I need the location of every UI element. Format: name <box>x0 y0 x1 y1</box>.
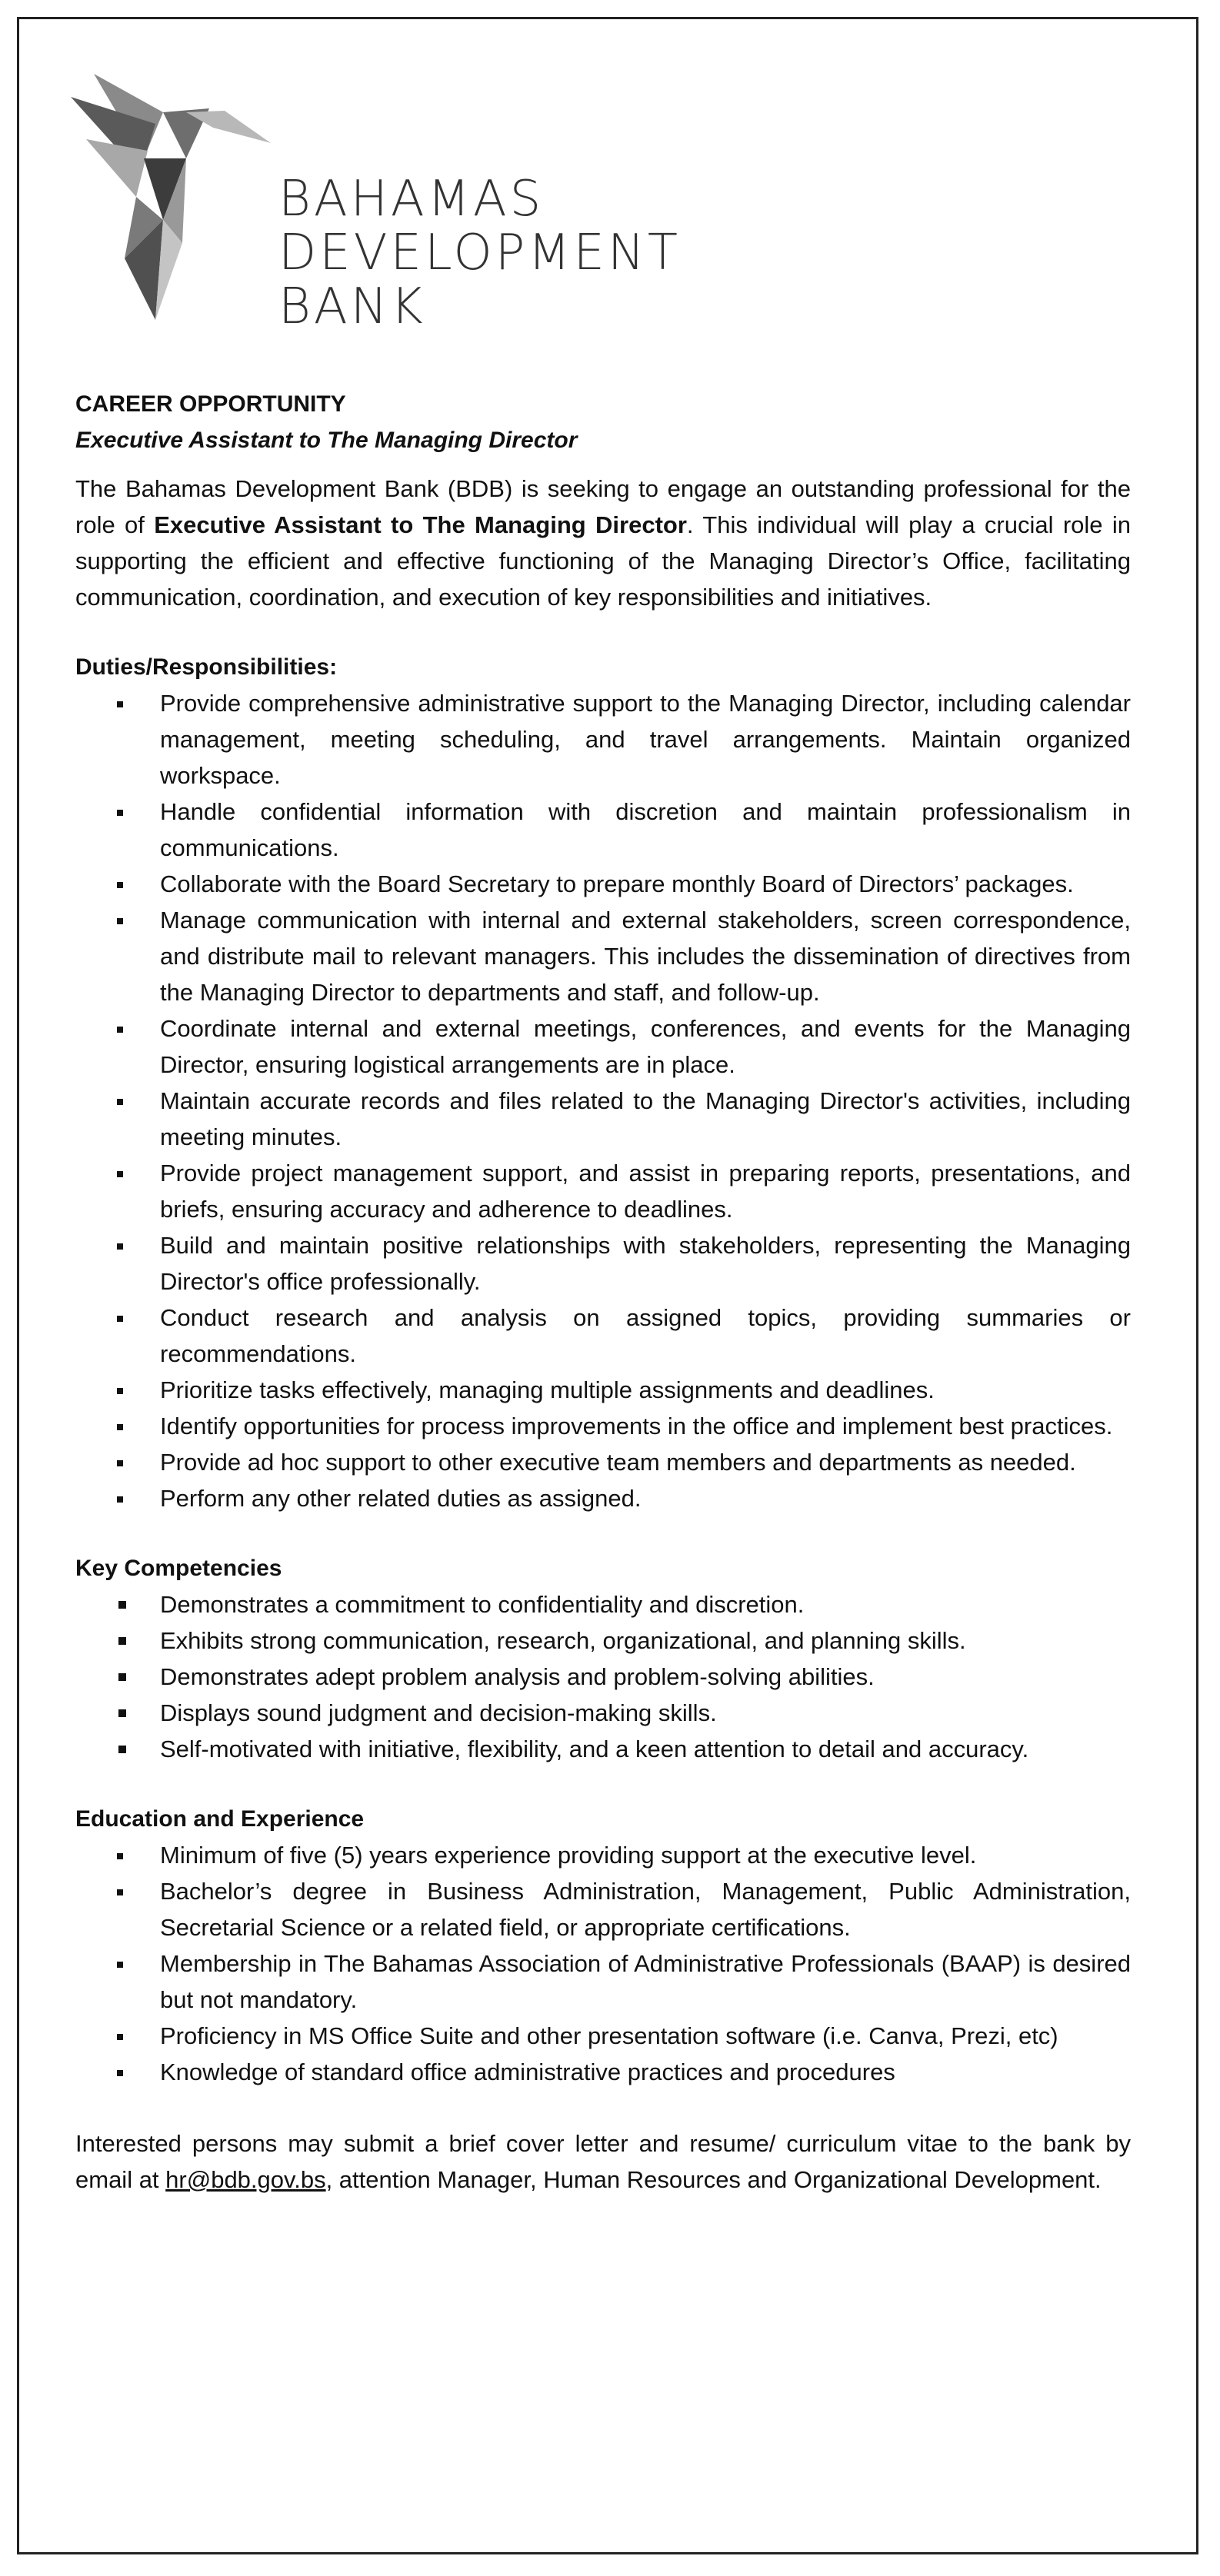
list-item: Prioritize tasks effectively, managing multiple assignments and deadlines. <box>75 1372 1131 1408</box>
list-item: Knowledge of standard office administrative practices and procedures <box>75 2054 1131 2090</box>
page-heading: CAREER OPPORTUNITY <box>75 391 346 417</box>
list-item: Self-motivated with initiative, flexibility, and a keen attention to detail and accuracy. <box>75 1731 1131 1767</box>
bank-logo <box>71 66 681 335</box>
list-item: Maintain accurate records and files related to the Managing Director's activities, including meeting minutes. <box>75 1083 1131 1155</box>
job-posting <box>75 386 1131 2198</box>
job-title: Executive Assistant to The Managing Director <box>75 428 578 453</box>
logo-wordmark <box>278 172 681 334</box>
list-item: Build and maintain positive relationships with stakeholders, representing the Managing Director's office professionally. <box>75 1227 1131 1300</box>
list-item: Perform any other related duties as assigned. <box>75 1480 1131 1516</box>
list-item: Exhibits strong communication, research, organizational, and planning skills. <box>75 1622 1131 1659</box>
duties-heading: Duties/Responsibilities: <box>75 654 338 680</box>
list-item: Displays sound judgment and decision-making skills. <box>75 1695 1131 1731</box>
email-link[interactable]: hr@bdb.gov.bs <box>165 2166 326 2193</box>
list-item: Proficiency in MS Office Suite and other presentation software (i.e. Canva, Prezi, etc) <box>75 2018 1131 2054</box>
list-item: Conduct research and analysis on assigned topics, providing summaries or recommendations. <box>75 1300 1131 1372</box>
logo-line-3: BANK <box>278 278 426 335</box>
list-item: Membership in The Bahamas Association of Administrative Professionals (BAAP) is desired but not mandatory. <box>75 1945 1131 2018</box>
closing-text-before: Interested persons may submit a brief cover letter and resume/ curriculum vitae to the bank by email at <box>75 2130 1131 2193</box>
closing-text-after: , attention Manager, Human Resources and Organizational Development. <box>325 2166 1102 2193</box>
duties-list <box>75 685 1131 1516</box>
list-item: Handle confidential information with discretion and maintain professionalism in communications. <box>75 794 1131 866</box>
list-item: Collaborate with the Board Secretary to prepare monthly Board of Directors’ packages. <box>75 866 1131 902</box>
list-item: Manage communication with internal and external stakeholders, screen correspondence, and distribute mail to relevant managers. This includes the dissemination of directives from the Managing Director to departments and staff, and follow-up. <box>75 902 1131 1010</box>
list-item: Minimum of five (5) years experience providing support at the executive level. <box>75 1837 1131 1873</box>
intro-role-name: Executive Assistant to The Managing Director <box>154 511 687 538</box>
hummingbird-icon <box>71 66 278 328</box>
intro-paragraph <box>75 471 1131 615</box>
closing-paragraph <box>75 2125 1131 2198</box>
list-item: Provide ad hoc support to other executive team members and departments as needed. <box>75 1444 1131 1480</box>
competencies-heading: Key Competencies <box>75 1556 282 1581</box>
logo-line-2: DEVELOPMENT <box>278 225 681 281</box>
list-item: Coordinate internal and external meetings, conferences, and events for the Managing Director, ensuring logistical arrangements are in place. <box>75 1010 1131 1083</box>
education-heading: Education and Experience <box>75 1806 365 1832</box>
list-item: Demonstrates adept problem analysis and problem-solving abilities. <box>75 1659 1131 1695</box>
list-item: Bachelor’s degree in Business Administration, Management, Public Administration, Secretarial Science or a related field, or appropriate certifications. <box>75 1873 1131 1945</box>
education-list <box>75 1837 1131 2090</box>
intro-text-after: . This individual will play a crucial role in supporting the efficient and effective functioning of the Managing Director’s Office, facilitating communication, coordination, and execution of key responsibilities and initiatives. <box>75 511 1131 611</box>
list-item: Provide project management support, and assist in preparing reports, presentations, and briefs, ensuring accuracy and adherence to deadlines. <box>75 1155 1131 1227</box>
list-item: Demonstrates a commitment to confidentiality and discretion. <box>75 1586 1131 1622</box>
competencies-list <box>75 1586 1131 1767</box>
list-item: Provide comprehensive administrative support to the Managing Director, including calendar management, meeting scheduling, and travel arrangements. Maintain organized workspace. <box>75 685 1131 794</box>
intro-text-before: The Bahamas Development Bank (BDB) is seeking to engage an outstanding professional for the role of <box>75 475 1131 538</box>
logo-line-1: BAHAMAS <box>278 171 545 228</box>
list-item: Identify opportunities for process improvements in the office and implement best practices. <box>75 1408 1131 1444</box>
